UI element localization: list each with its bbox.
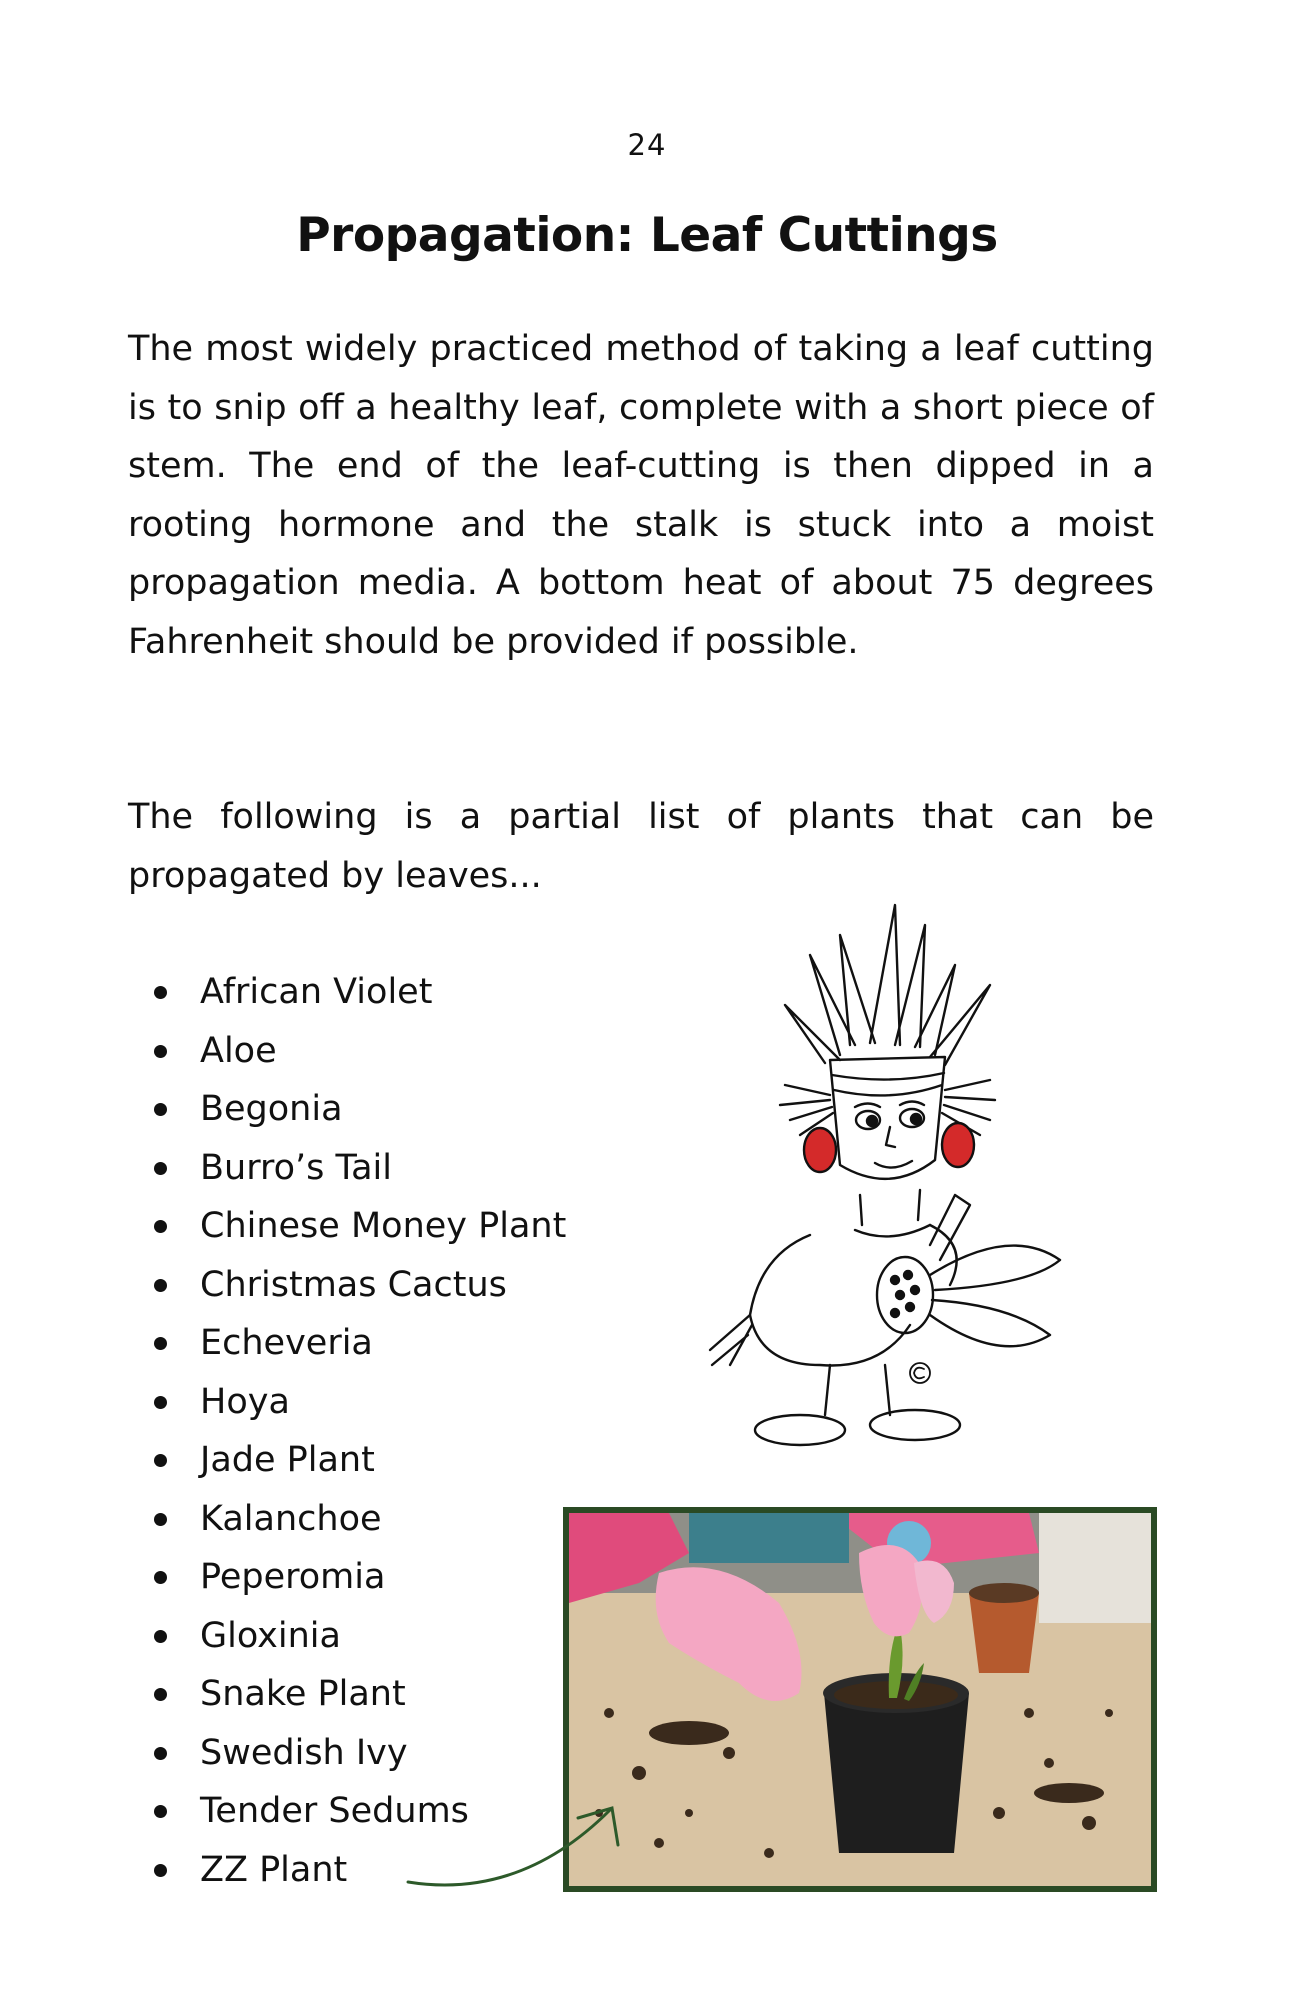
bullet-icon (154, 1747, 167, 1760)
plant-name: African Violet (200, 972, 433, 1012)
bullet-icon (154, 1162, 167, 1175)
plant-name: Tender Sedums (200, 1791, 469, 1831)
plant-name: Christmas Cactus (200, 1264, 507, 1305)
bullet-icon (154, 1571, 167, 1584)
bullet-icon (154, 1513, 167, 1526)
list-item (128, 1490, 566, 1549)
list-item (128, 1548, 566, 1607)
bullet-icon (154, 986, 167, 999)
bullet-icon (154, 1864, 167, 1877)
list-item (128, 1724, 566, 1783)
page-number: 24 (627, 128, 667, 162)
bullet-icon (154, 1805, 167, 1818)
plant-name: Echeveria (200, 1323, 373, 1363)
plant-name: Aloe (200, 1030, 277, 1071)
pineapple-character-illustration (690, 895, 1090, 1455)
plant-name: Burro’s Tail (200, 1147, 392, 1188)
bullet-icon (154, 1103, 167, 1116)
planting-photo (563, 1507, 1157, 1892)
plant-name: Hoya (200, 1381, 290, 1422)
bullet-icon (154, 1630, 167, 1643)
bullet-icon (154, 1454, 167, 1467)
bullet-icon (154, 1220, 167, 1233)
plant-list (128, 963, 566, 1899)
plant-name: Chinese Money Plant (200, 1206, 567, 1246)
intro-paragraph: The most widely practiced method of taking a leaf cutting is to snip off a healthy leaf, complete with a short piece of stem. The end of the leaf-cutting is then dipped in a rooting hormone and the stalk is stuck into a moist propagation media. A bottom heat of about 75 degrees Fahrenheit should be provided if possible. (128, 329, 1154, 662)
plant-name: Peperomia (200, 1557, 386, 1597)
curved-arrow-icon (400, 1790, 640, 1900)
page-title: Propagation: Leaf Cuttings (296, 208, 998, 263)
hands-planting-photo-icon (569, 1513, 1151, 1886)
plant-name: Snake Plant (200, 1674, 406, 1714)
bullet-icon (154, 1688, 167, 1701)
bullet-icon (154, 1396, 167, 1409)
plant-name: Jade Plant (200, 1440, 375, 1480)
list-item (128, 1431, 566, 1490)
bullet-icon (154, 1279, 167, 1292)
list-item (128, 1665, 566, 1724)
bullet-icon (154, 1045, 167, 1058)
plant-name: Kalanchoe (200, 1498, 382, 1539)
list-item (128, 1080, 566, 1139)
list-item (128, 1607, 566, 1666)
plant-name: Begonia (200, 1089, 343, 1129)
bullet-icon (154, 1337, 167, 1350)
plant-name: ZZ Plant (200, 1849, 348, 1890)
list-item (128, 1197, 566, 1256)
list-item (128, 1373, 566, 1432)
list-item (128, 1139, 566, 1198)
list-intro-paragraph: The following is a partial list of plants that can be propagated by leaves... (128, 797, 1154, 896)
list-item (128, 963, 566, 1022)
list-item (128, 1022, 566, 1081)
list-item (128, 1256, 566, 1315)
plant-name: Swedish Ivy (200, 1732, 408, 1773)
list-item (128, 1314, 566, 1373)
plant-name: Gloxinia (200, 1615, 341, 1656)
